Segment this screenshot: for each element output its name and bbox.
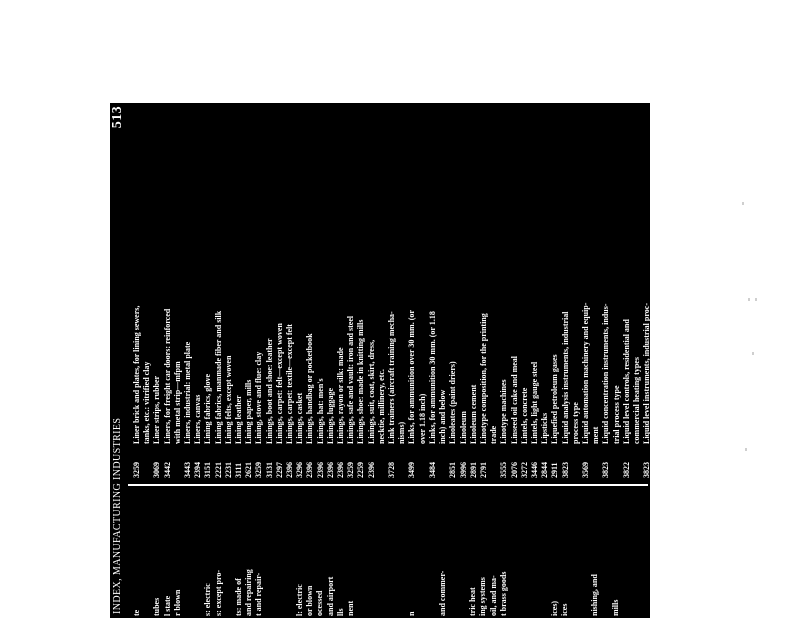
product-description: Linings, casket bbox=[295, 392, 305, 444]
product-description: Lintels, light gauge steel bbox=[529, 361, 539, 444]
product-description: process type bbox=[570, 402, 580, 444]
product-description: Linings, hat: men's bbox=[315, 378, 325, 444]
industry-code: 3443 bbox=[183, 462, 193, 478]
industry-code: 3131 bbox=[264, 462, 274, 478]
product-description: Linoleum cement bbox=[468, 384, 478, 444]
index-entry bbox=[489, 106, 499, 478]
page-number: 513 bbox=[110, 106, 125, 129]
index-entry bbox=[173, 106, 183, 478]
left-column-line: tric heat bbox=[468, 587, 478, 616]
left-column-line bbox=[377, 488, 387, 616]
left-column-line bbox=[570, 488, 580, 616]
header-title: INDEX, MANUFACTURING INDUSTRIES bbox=[112, 417, 123, 614]
index-entry bbox=[622, 106, 632, 478]
industry-code: 3069 bbox=[152, 462, 162, 478]
product-description: Liners, for freight car doors: reinforced bbox=[162, 308, 172, 444]
product-description: Linings, rayon or silk: made bbox=[336, 347, 346, 444]
product-description: over 1.18 inch) bbox=[417, 393, 427, 444]
scan-speck bbox=[745, 448, 747, 451]
industry-code: 3446 bbox=[529, 462, 539, 478]
industry-code: 3728 bbox=[387, 462, 397, 478]
product-description: Lipsticks bbox=[540, 412, 550, 444]
index-entry bbox=[285, 106, 295, 478]
product-description: Liner strips, rubber bbox=[152, 375, 162, 444]
index-entry bbox=[530, 106, 540, 478]
industry-code: 3443 bbox=[662, 462, 672, 478]
index-entry bbox=[581, 106, 591, 478]
index-entry bbox=[540, 106, 550, 478]
industry-code: 2396 bbox=[336, 462, 346, 478]
industry-code: 3555 bbox=[499, 462, 509, 478]
product-description: Lintels, concrete bbox=[519, 387, 529, 444]
product-description: Link trainers (aircraft training mecha- bbox=[387, 311, 397, 444]
running-header bbox=[112, 104, 128, 614]
left-column-line: te bbox=[132, 609, 141, 616]
left-column-line: s: electric bbox=[203, 583, 213, 616]
product-description: necktie, millinery, etc. bbox=[376, 369, 386, 444]
industry-code: 3442 bbox=[162, 462, 172, 478]
scanned-page bbox=[110, 103, 672, 618]
product-description: Linings, carpet: textile—except felt bbox=[285, 324, 295, 444]
product-description: Linings, shoe: made in knitting mills bbox=[356, 319, 366, 444]
left-column-line: s: except pro- bbox=[213, 569, 223, 616]
index-entry bbox=[448, 106, 458, 478]
index-entry bbox=[469, 106, 479, 478]
industry-code: 2911 bbox=[550, 462, 560, 478]
product-description: Liquid concentration instruments, indus- bbox=[601, 303, 611, 444]
left-column-line: t brass goods bbox=[498, 571, 508, 616]
industry-code: 2396 bbox=[325, 462, 335, 478]
index-entry bbox=[377, 106, 387, 478]
index-entry bbox=[459, 106, 469, 478]
left-column-line: l state bbox=[162, 595, 172, 616]
scan-speck bbox=[755, 298, 757, 301]
product-description: Linings, boot and shoe: leather bbox=[264, 338, 274, 444]
industry-code: 2891 bbox=[468, 462, 478, 478]
industry-code: 2791 bbox=[478, 462, 488, 478]
index-entry bbox=[326, 106, 336, 478]
industry-code: 3823 bbox=[560, 462, 570, 478]
index-entry bbox=[346, 106, 356, 478]
index-entry bbox=[295, 106, 305, 478]
left-column-line bbox=[285, 488, 295, 616]
index-entry bbox=[356, 106, 366, 478]
left-column-line: ing systems bbox=[478, 577, 488, 616]
left-column-line: or blown bbox=[305, 585, 315, 616]
index-entry bbox=[163, 106, 173, 478]
index-entry bbox=[254, 106, 264, 478]
index-entry bbox=[214, 106, 224, 478]
industry-code: 2621 bbox=[244, 462, 254, 478]
left-column-line: oil, and ma- bbox=[488, 575, 498, 616]
industry-code: 2221 bbox=[213, 462, 223, 478]
industry-code: 3259 bbox=[132, 462, 141, 478]
index-entry bbox=[479, 106, 489, 478]
left-column-line: mills bbox=[610, 599, 620, 616]
industry-code: 3569 bbox=[580, 462, 590, 478]
index-entry bbox=[152, 106, 162, 478]
left-column-line: tubes bbox=[152, 597, 162, 616]
product-description: Linings, carpet: felt—except woven bbox=[274, 323, 284, 444]
index-entry bbox=[397, 106, 407, 478]
left-column-line: r blown bbox=[172, 589, 182, 616]
industry-code: 3151 bbox=[203, 462, 213, 478]
industry-code: 3823 bbox=[601, 462, 611, 478]
product-description: Liner brick and plates, for lining sewers, bbox=[132, 305, 141, 444]
index-entry bbox=[520, 106, 530, 478]
left-column-line: ices) bbox=[549, 600, 559, 616]
left-column-line bbox=[183, 488, 193, 616]
left-column-line bbox=[601, 488, 611, 616]
index-entry bbox=[510, 106, 520, 478]
industry-code: 3272 bbox=[519, 462, 529, 478]
left-column-line: ices bbox=[559, 603, 569, 616]
rotated-page-content bbox=[110, 103, 672, 618]
product-description: tanks, etc.: vitrified clay bbox=[142, 361, 152, 444]
index-entry bbox=[632, 106, 642, 478]
product-description: Liquid automation machinery and equip- bbox=[580, 302, 590, 444]
product-description: Liners, industrial: metal plate bbox=[183, 341, 193, 444]
industry-code: 3823 bbox=[642, 462, 652, 478]
index-entry bbox=[652, 106, 662, 478]
product-description: Links, for ammunition 30 mm. (or 1.18 bbox=[427, 311, 437, 444]
index-entry bbox=[142, 106, 152, 478]
left-column-line: ocessed bbox=[315, 590, 325, 616]
product-description: with metal strip—mfpm bbox=[172, 361, 182, 444]
product-description: Linotype composition, for the printing bbox=[478, 313, 488, 444]
index-entry bbox=[601, 106, 611, 478]
index-entry bbox=[387, 106, 397, 478]
left-column-line bbox=[193, 488, 203, 616]
index-entry bbox=[132, 106, 142, 478]
left-column-line bbox=[580, 488, 590, 616]
scan-speck bbox=[748, 298, 750, 301]
index-entry bbox=[550, 106, 560, 478]
left-column-line bbox=[224, 488, 234, 616]
index-entry bbox=[305, 106, 315, 478]
left-column bbox=[132, 488, 621, 616]
product-description: Lining fabrics, manmade fiber and silk bbox=[213, 310, 223, 444]
left-column-line bbox=[540, 488, 550, 616]
left-column-line bbox=[366, 488, 376, 616]
left-column-line bbox=[427, 488, 437, 616]
left-column-line bbox=[448, 488, 458, 616]
industry-code: 2844 bbox=[540, 462, 550, 478]
industry-code: 2396 bbox=[285, 462, 295, 478]
index-entry bbox=[336, 106, 346, 478]
product-description: ment bbox=[591, 426, 601, 444]
left-column-line: ts: made of bbox=[233, 578, 243, 616]
product-description: trial process type bbox=[611, 385, 621, 444]
index-entry bbox=[612, 106, 622, 478]
product-description: Linings, luggage bbox=[325, 387, 335, 444]
index-entry bbox=[224, 106, 234, 478]
index-entry bbox=[499, 106, 509, 478]
product-description: ess type bbox=[652, 417, 662, 444]
left-column-line: and airport bbox=[325, 576, 335, 616]
index-entry bbox=[193, 106, 203, 478]
left-column-line: and repairing bbox=[244, 569, 254, 616]
left-column-line: l: electric bbox=[295, 584, 304, 616]
index-entry bbox=[265, 106, 275, 478]
index-entry bbox=[428, 106, 438, 478]
scan-speck bbox=[742, 202, 744, 205]
product-description: trade bbox=[489, 425, 499, 444]
left-column-line bbox=[264, 488, 274, 616]
product-description: Lining felts, except woven bbox=[223, 355, 233, 444]
left-column-line bbox=[417, 488, 427, 616]
index-entry bbox=[203, 106, 213, 478]
index-entry bbox=[183, 106, 193, 478]
product-description: nisms) bbox=[397, 421, 407, 444]
industry-code: 2396 bbox=[315, 462, 325, 478]
industry-code: 3111 bbox=[234, 462, 244, 478]
scan-speck bbox=[752, 352, 754, 355]
product-description: Liquid level instruments, industrial proc- bbox=[642, 303, 652, 444]
index-entry bbox=[234, 106, 244, 478]
index-entry bbox=[571, 106, 581, 478]
product-description: Linotype machines bbox=[499, 379, 509, 444]
index-entry bbox=[316, 106, 326, 478]
product-description: Lining, stove and flue: clay bbox=[254, 351, 264, 444]
left-column-line bbox=[458, 488, 468, 616]
industry-code: 3996 bbox=[458, 462, 468, 478]
left-column-line bbox=[275, 488, 285, 616]
left-column-line bbox=[397, 488, 407, 616]
product-description: Linings, handbag or pocketbook bbox=[305, 333, 315, 444]
industry-code: 3484 bbox=[427, 462, 437, 478]
product-description: Liquid level controls, residential and bbox=[621, 319, 631, 444]
left-column-line: n bbox=[407, 611, 417, 616]
product-description: Lining paper, mills bbox=[244, 379, 254, 444]
left-column-line: lls bbox=[335, 608, 345, 616]
index-entry bbox=[244, 106, 254, 478]
product-description: Linoleum bbox=[458, 411, 468, 444]
left-column-line bbox=[142, 488, 152, 616]
index-entry bbox=[418, 106, 428, 478]
product-description: Linseed oil cake and meal bbox=[509, 355, 519, 444]
left-column-line: t and repair- bbox=[254, 572, 264, 616]
industry-code: 2851 bbox=[448, 462, 458, 478]
product-description: commercial heating types bbox=[631, 357, 641, 444]
index-entry bbox=[642, 106, 652, 478]
product-description: Liquid analysis instruments, industrial bbox=[560, 311, 570, 444]
industry-code: 2297 bbox=[274, 462, 284, 478]
product-description: Linings, safe and vault: iron and steel bbox=[346, 315, 356, 444]
product-description: Links, for ammunition over 30 mm. (or bbox=[407, 310, 417, 444]
left-column-line bbox=[387, 488, 397, 616]
index-entry bbox=[407, 106, 417, 478]
industry-code: 3822 bbox=[621, 462, 631, 478]
left-column-line bbox=[509, 488, 519, 616]
product-description: Liquefied petroleum gases bbox=[550, 354, 560, 444]
industry-code: 3259 bbox=[346, 462, 356, 478]
industry-code: 2396 bbox=[366, 462, 376, 478]
left-column-line bbox=[529, 488, 539, 616]
product-description: Lining leather bbox=[234, 395, 244, 444]
left-column-line: nishing, and bbox=[590, 574, 600, 616]
column-divider bbox=[128, 484, 648, 486]
right-column bbox=[132, 106, 673, 478]
index-entry bbox=[438, 106, 448, 478]
industry-code: 3296 bbox=[295, 462, 305, 478]
industry-code: 2394 bbox=[193, 462, 203, 478]
product-description: Linings, suit, coat, skirt, dress, bbox=[366, 339, 376, 444]
product-description: inch) and below bbox=[438, 389, 448, 444]
product-description: Liquid oxygen tanks, metal plate bbox=[662, 332, 672, 444]
index-entry bbox=[275, 106, 285, 478]
industry-code: 2396 bbox=[305, 462, 315, 478]
index-entry bbox=[663, 106, 673, 478]
product-description: Lining fabrics, glove bbox=[203, 373, 213, 444]
industry-code: 2259 bbox=[356, 462, 366, 478]
industry-code: 2076 bbox=[509, 462, 519, 478]
index-entry bbox=[561, 106, 571, 478]
index-entry bbox=[367, 106, 377, 478]
industry-code: 3259 bbox=[254, 462, 264, 478]
product-description: Liners, canvas bbox=[193, 394, 203, 444]
industry-code: 2231 bbox=[223, 462, 233, 478]
left-column-line: nent bbox=[345, 600, 355, 616]
left-column-line: and commer- bbox=[437, 570, 447, 616]
product-description: Linoleates (paint driers) bbox=[448, 361, 458, 444]
industry-code: 3499 bbox=[407, 462, 417, 478]
left-column-line bbox=[519, 488, 529, 616]
left-column-line bbox=[356, 488, 366, 616]
index-entry bbox=[591, 106, 601, 478]
